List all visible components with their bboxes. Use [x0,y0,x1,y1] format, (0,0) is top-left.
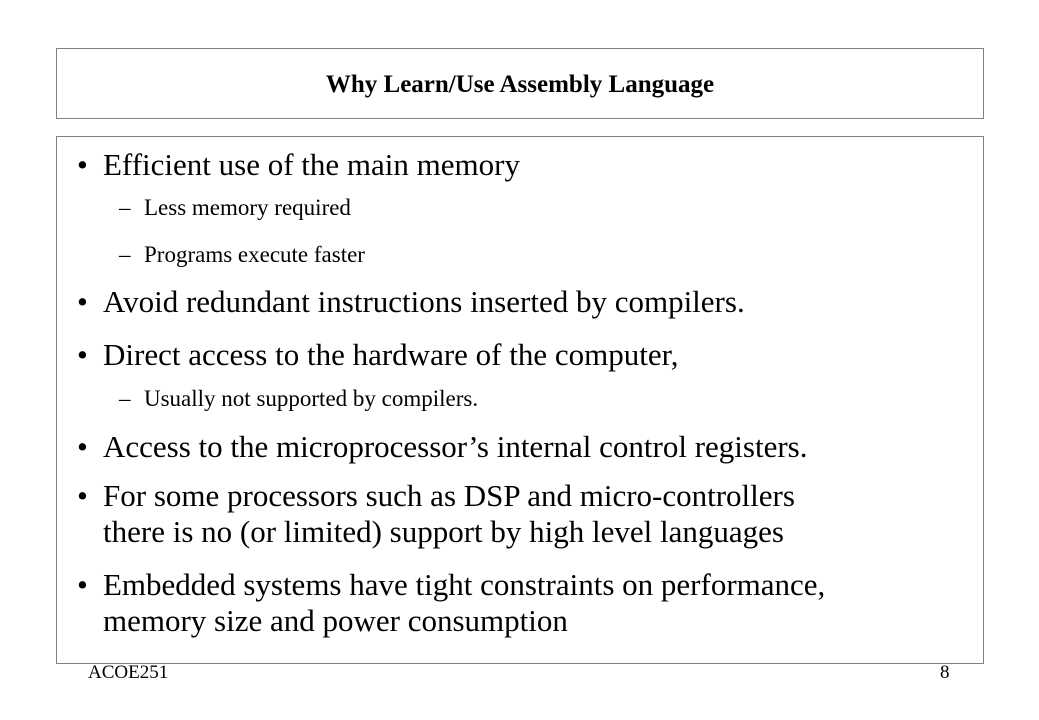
footer-page-number: 8 [940,662,950,683]
sub-text: Less memory required [144,195,351,220]
sub-marker: – [119,242,131,267]
slide-content-box [56,136,984,664]
slide-title-box [56,48,984,119]
bullet-text: Avoid redundant instructions inserted by compilers. [103,284,745,319]
bullet-marker: • [77,147,88,182]
sub-marker: – [119,195,131,220]
bullet-text: Efficient use of the main memory [103,147,520,182]
bullet-text: memory size and power consumption [103,603,568,638]
bullet-marker: • [77,567,88,602]
footer-course-code: ACOE251 [88,662,169,683]
sub-text: Usually not supported by compilers. [144,386,479,411]
bullet-text: Access to the microprocessor’s internal control registers. [103,429,808,464]
sub-text: Programs execute faster [144,242,365,267]
bullet-marker: • [77,337,88,372]
bullet-text: Embedded systems have tight constraints on performance, [103,567,826,602]
bullet-marker: • [77,284,88,319]
sub-marker: – [119,386,131,411]
slide-title: Why Learn/Use Assembly Language [325,71,715,98]
bullet-marker: • [77,478,88,513]
bullet-marker: • [77,429,88,464]
bullet-text: Direct access to the hardware of the computer, [103,337,679,372]
bullet-text: For some processors such as DSP and micro-controllers [103,478,795,513]
bullet-text: there is no (or limited) support by high level languages [103,514,784,549]
